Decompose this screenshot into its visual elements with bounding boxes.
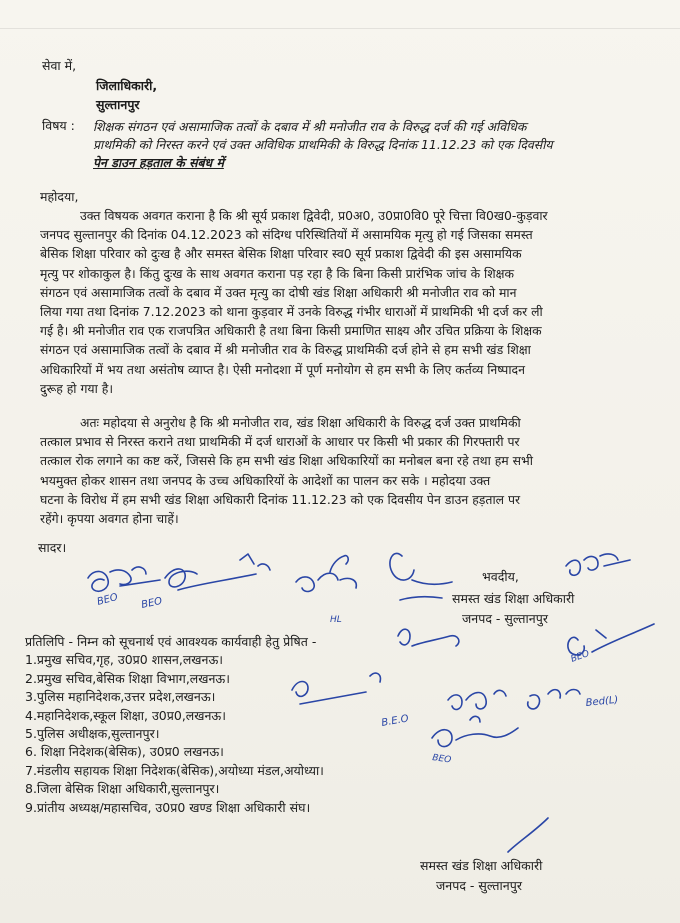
copy-to-item: 6. शिक्षा निदेशक(बेसिक), उ0प्र0 लखनऊ।	[25, 744, 224, 760]
svg-text:BEO: BEO	[140, 595, 164, 611]
signoff-district: जनपद - सुल्तानपुर	[462, 611, 548, 626]
copy-to-item: 3.पुलिस महानिदेशक,उत्तर प्रदेश,लखनऊ।	[25, 689, 216, 705]
para1-line: अधिकारियों में भय तथा असंतोष व्याप्त है। ऐसी मनोदशा में पूर्ण मनोयोग से हम सभी के लिए कर्तव्य निष्पादन	[40, 361, 525, 377]
para1-line: उक्त विषयक अवगत कराना है कि श्री सूर्य प्रकाश द्विवेदी, प्र0अ0, उ0प्रा0वि0 पूरे चित्ता वि0ख0-कुड़वार	[80, 208, 548, 223]
svg-text:BEO: BEO	[431, 753, 452, 766]
subject-line-2: प्राथमिकी को निरस्त करने एवं उक्त अविधिक प्राथमिकी के विरुद्ध दिनांक 11.12.23 को एक दिवसीय	[93, 137, 553, 152]
copy-to-item: 9.प्रांतीय अध्यक्ष/महासचिव, उ0प्र0 खण्ड शिक्षा अधिकारी संघ।	[25, 799, 311, 815]
addressee-place: सुल्तानपुर	[96, 97, 140, 112]
subject-label: विषय :	[42, 118, 75, 133]
para1-line: संगठन एवं असामाजिक तत्वों के दबाव में श्री मनोजीत राव के विरुद्ध प्राथमिकी दर्ज होने से हम सभी खंड शिक्षा	[40, 342, 531, 358]
copy-to-item: 4.महानिदेशक,स्कूल शिक्षा, उ0प्र0,लखनऊ।	[25, 707, 226, 723]
svg-text:HL: HL	[330, 615, 342, 625]
para2-line: तत्काल प्रभाव से निरस्त कराने तथा प्राथमिकी में दर्ज धाराओं के आधार पर किसी भी प्रकार की गिरफ्तारी पर	[40, 434, 520, 450]
footer-district: जनपद - सुल्तानपुर	[436, 878, 522, 893]
copy-to-item: 8.जिला बेसिक शिक्षा अधिकारी,सुल्तानपुर।	[25, 781, 220, 797]
para2-line: घटना के विरोध में हम सभी खंड शिक्षा अधिकारी दिनांक 11.12.23 को एक दिवसीय पेन डाउन हड़ताल पर	[40, 491, 521, 507]
subject-line-3: पेन डाउन हड़ताल के संबंध में	[93, 155, 224, 170]
greeting: महोदया,	[40, 189, 79, 204]
footer-from: समस्त खंड शिक्षा अधिकारी	[420, 858, 543, 873]
subject-line-1: शिक्षक संगठन एवं असामाजिक तत्वों के दबाव में श्री मनोजीत राव के विरुद्ध दर्ज की गई अविधिक	[93, 119, 527, 134]
copy-to-item: 7.मंडलीय सहायक शिक्षा निदेशक(बेसिक),अयोध्या मंडल,अयोध्या।	[25, 762, 324, 778]
svg-text:BEO: BEO	[95, 591, 120, 608]
signoff-from: समस्त खंड शिक्षा अधिकारी	[452, 591, 575, 606]
para1-line: दुरूह हो गया है।	[40, 380, 114, 396]
copy-to-heading: प्रतिलिपि - निम्न को सूचनार्थ एवं आवश्यक कार्यवाही हेतु प्रेषित -	[25, 634, 317, 649]
copy-to-item: 2.प्रमुख सचिव,बेसिक शिक्षा विभाग,लखनऊ।	[25, 670, 230, 686]
para1-line: गई है। श्री मनोजीत राव एक राजपत्रित अधिकारी है तथा बिना किसी प्रमाणित साक्ष्य और उचित प्रक्रिया के शिक्षक	[40, 323, 542, 339]
para1-line: बेसिक शिक्षा परिवार को दुःख है और समस्त बेसिक शिक्षा परिवार स्व0 सूर्य प्रकाश द्विवेदी की इस असामयिक	[40, 246, 522, 262]
para1-line: जनपद सुल्तानपुर की दिनांक 04.12.2023 को संदिग्ध परिस्थितियों में असामयिक मृत्यु हो गई जिसका समस्त	[40, 227, 533, 243]
para1-line: लिया गया तथा दिनांक 7.12.2023 को थाना कुड़वार में उनके विरुद्ध गंभीर धाराओं में प्राथमिकी भी दर्ज कर ली	[40, 304, 543, 320]
para2-line: रहेंगे। कृपया अवगत होना चाहें।	[40, 511, 179, 527]
closing-saadar: सादर।	[38, 540, 67, 555]
salutation-to: सेवा में,	[42, 58, 77, 73]
copy-to-item: 1.प्रमुख सचिव,गृह, उ0प्र0 शासन,लखनऊ।	[25, 652, 224, 668]
svg-text:BEO: BEO	[569, 648, 591, 665]
para1-line: संगठन एवं असामाजिक तत्वों के दबाव में उक्त मृत्यु का दोषी खंड शिक्षा अधिकारी श्री मनोजीत राव को मान	[40, 284, 517, 300]
para2-line: अतः महोदया से अनुरोध है कि श्री मनोजीत राव, खंड शिक्षा अधिकारी के विरुद्ध दर्ज उक्त प्राथमिकी	[80, 415, 521, 430]
para2-line: भयमुक्त होकर शासन तथा जनपद के उच्च अधिकारियों के आदेशों का पालन कर सके । महोदया उक्त	[40, 472, 491, 488]
para1-line: मृत्यु पर शोकाकुल है। किंतु दुःख के साथ अवगत कराना पड़ रहा है कि बिना किसी प्रारंभिक जांच के शिक्षक	[40, 265, 515, 281]
para2-line: तत्काल रोक लगाने का कष्ट करें, जिससे कि हम सभी खंड शिक्षा अधिकारियों का मनोबल बना रहे तथा हम सभी	[40, 453, 533, 469]
signoff-bhavdiya: भवदीय,	[482, 569, 519, 584]
copy-to-item: 5.पुलिस अधीक्षक,सुल्तानपुर।	[25, 726, 160, 742]
svg-text:B.E.O: B.E.O	[380, 713, 410, 729]
svg-text:Bed(L): Bed(L)	[585, 694, 619, 709]
addressee-title: जिलाधिकारी,	[96, 78, 158, 93]
